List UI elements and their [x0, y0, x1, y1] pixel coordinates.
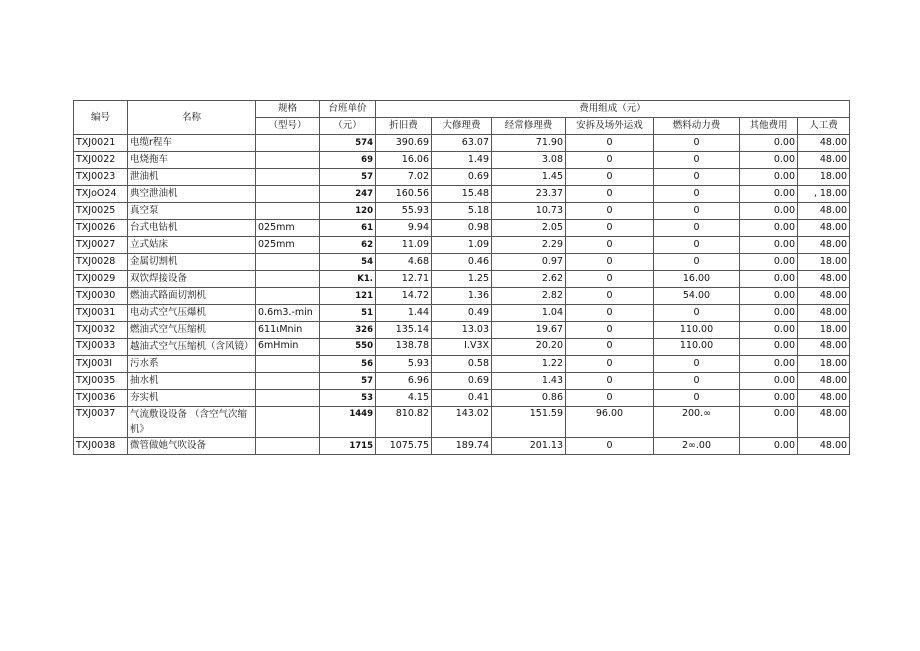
row-major-repair: 0.69 — [432, 373, 492, 390]
row-name: 电动式空气压爆机 — [128, 305, 256, 322]
row-code: TXJ0038 — [74, 438, 128, 455]
row-fuel: 0 — [654, 135, 740, 152]
table-row — [74, 322, 850, 339]
row-other: 0.00 — [740, 305, 798, 322]
header-name: 名称 — [128, 101, 256, 135]
row-name: 气流敷设设备 （含空气次缩机》 — [128, 407, 256, 438]
row-labor: 48.00 — [798, 305, 850, 322]
row-code: TXJ0026 — [74, 220, 128, 237]
row-spec — [256, 288, 320, 305]
row-code: TXJ0036 — [74, 390, 128, 407]
row-major-repair: 189.74 — [432, 438, 492, 455]
row-labor: 48.00 — [798, 220, 850, 237]
row-price: 62 — [320, 237, 376, 254]
row-name: 越油式空气压缩机（含风镜） — [128, 339, 256, 356]
row-install: 0 — [566, 237, 654, 254]
row-major-repair: 13.03 — [432, 322, 492, 339]
row-major-repair: 0.69 — [432, 169, 492, 186]
row-regular-repair: 3.08 — [492, 152, 566, 169]
row-name: 污水系 — [128, 356, 256, 373]
row-name: 夯实机 — [128, 390, 256, 407]
row-spec — [256, 254, 320, 271]
row-depreciation: 55.93 — [376, 203, 432, 220]
row-depreciation: 6.96 — [376, 373, 432, 390]
row-spec — [256, 407, 320, 438]
row-other: 0.00 — [740, 271, 798, 288]
row-price: 1715 — [320, 438, 376, 455]
row-install: 0 — [566, 305, 654, 322]
row-fuel: 0 — [654, 254, 740, 271]
row-name: 电缆r程车 — [128, 135, 256, 152]
table-row — [74, 135, 850, 152]
header-composition: 费用组成（元） — [376, 101, 850, 118]
row-spec — [256, 135, 320, 152]
table-row — [74, 373, 850, 390]
row-fuel: 110.00 — [654, 339, 740, 356]
header-price-sub: （元） — [320, 118, 376, 135]
row-regular-repair: 23.37 — [492, 186, 566, 203]
row-labor: 48.00 — [798, 152, 850, 169]
header-col-major-repair: 大修理费 — [432, 118, 492, 135]
row-regular-repair: 71.90 — [492, 135, 566, 152]
row-code: TXJ0033 — [74, 339, 128, 356]
row-depreciation: 138.78 — [376, 339, 432, 356]
row-depreciation: 135.14 — [376, 322, 432, 339]
row-install: 0 — [566, 288, 654, 305]
row-fuel: 200.∞ — [654, 407, 740, 438]
row-labor: 18.00 — [798, 254, 850, 271]
row-major-repair: 0.49 — [432, 305, 492, 322]
row-fuel: 0 — [654, 169, 740, 186]
table-row — [74, 237, 850, 254]
row-other: 0.00 — [740, 254, 798, 271]
row-price: 57 — [320, 373, 376, 390]
row-name: 燃油式路面切割机 — [128, 288, 256, 305]
row-labor: 18.00 — [798, 169, 850, 186]
row-other: 0.00 — [740, 152, 798, 169]
row-spec: 025mm — [256, 237, 320, 254]
row-price: 550 — [320, 339, 376, 356]
row-major-repair: 63.07 — [432, 135, 492, 152]
row-name: 真空泵 — [128, 203, 256, 220]
row-regular-repair: 1.43 — [492, 373, 566, 390]
row-price: 53 — [320, 390, 376, 407]
table-row — [74, 305, 850, 322]
table-row — [74, 203, 850, 220]
row-regular-repair: 19.67 — [492, 322, 566, 339]
row-install: 0 — [566, 203, 654, 220]
row-spec — [256, 373, 320, 390]
row-depreciation: 1.44 — [376, 305, 432, 322]
row-fuel: 54.00 — [654, 288, 740, 305]
row-other: 0.00 — [740, 390, 798, 407]
row-price: K1. — [320, 271, 376, 288]
row-major-repair: I.V3X — [432, 339, 492, 356]
row-regular-repair: 1.04 — [492, 305, 566, 322]
row-spec: 0.6m3.-min — [256, 305, 320, 322]
row-price: 57 — [320, 169, 376, 186]
row-major-repair: 1.25 — [432, 271, 492, 288]
row-spec — [256, 186, 320, 203]
row-fuel: 0 — [654, 237, 740, 254]
row-spec — [256, 390, 320, 407]
row-other: 0.00 — [740, 288, 798, 305]
row-install: 0 — [566, 438, 654, 455]
row-fuel: 0 — [654, 203, 740, 220]
row-depreciation: 16.06 — [376, 152, 432, 169]
row-major-repair: 1.36 — [432, 288, 492, 305]
row-spec — [256, 169, 320, 186]
row-labor: 48.00 — [798, 438, 850, 455]
row-install: 0 — [566, 152, 654, 169]
table-row — [74, 407, 850, 438]
row-depreciation: 7.02 — [376, 169, 432, 186]
row-name: 台式电钻机 — [128, 220, 256, 237]
row-depreciation: 4.68 — [376, 254, 432, 271]
row-spec — [256, 356, 320, 373]
row-code: TXJ0025 — [74, 203, 128, 220]
row-fuel: 0 — [654, 373, 740, 390]
row-regular-repair: 20.20 — [492, 339, 566, 356]
row-name: 微管做她气吹设备 — [128, 438, 256, 455]
header-col-other: 其他费用 — [740, 118, 798, 135]
row-other: 0.00 — [740, 339, 798, 356]
row-other: 0.00 — [740, 220, 798, 237]
header-code: 编号 — [74, 101, 128, 135]
row-name: 双饮焊接设备 — [128, 271, 256, 288]
row-regular-repair: 201.13 — [492, 438, 566, 455]
row-depreciation: 4.15 — [376, 390, 432, 407]
row-major-repair: 0.41 — [432, 390, 492, 407]
row-regular-repair: 2.82 — [492, 288, 566, 305]
table-row — [74, 271, 850, 288]
row-spec — [256, 152, 320, 169]
header-row-1 — [74, 101, 850, 118]
row-name: 金属切割机 — [128, 254, 256, 271]
row-regular-repair: 2.29 — [492, 237, 566, 254]
row-fuel: 0 — [654, 305, 740, 322]
row-labor: 48.00 — [798, 339, 850, 356]
row-spec — [256, 271, 320, 288]
row-code: TXJoO24 — [74, 186, 128, 203]
row-major-repair: 15.48 — [432, 186, 492, 203]
header-spec: 规格 — [256, 101, 320, 118]
row-regular-repair: 0.97 — [492, 254, 566, 271]
header-spec-sub: （型号） — [256, 118, 320, 135]
row-fuel: 2∞.00 — [654, 438, 740, 455]
row-labor: 48.00 — [798, 271, 850, 288]
row-code: TXJ003I — [74, 356, 128, 373]
row-fuel: 0 — [654, 152, 740, 169]
row-spec — [256, 438, 320, 455]
header-col-labor: 人工费 — [798, 118, 850, 135]
row-fuel: 0 — [654, 390, 740, 407]
row-other: 0.00 — [740, 356, 798, 373]
row-price: 54 — [320, 254, 376, 271]
row-labor: 48.00 — [798, 135, 850, 152]
row-depreciation: 5.93 — [376, 356, 432, 373]
row-install: 0 — [566, 254, 654, 271]
equipment-cost-table — [73, 100, 850, 455]
row-depreciation: 390.69 — [376, 135, 432, 152]
row-name: 电烧拖车 — [128, 152, 256, 169]
row-spec: 611ιMnin — [256, 322, 320, 339]
row-other: 0.00 — [740, 169, 798, 186]
row-price: 326 — [320, 322, 376, 339]
row-install: 96.00 — [566, 407, 654, 438]
table-row — [74, 169, 850, 186]
row-name: 抽水机 — [128, 373, 256, 390]
table-row — [74, 220, 850, 237]
row-code: TXJ0035 — [74, 373, 128, 390]
row-depreciation: 11.09 — [376, 237, 432, 254]
row-install: 0 — [566, 356, 654, 373]
row-code: TXJ0030 — [74, 288, 128, 305]
row-regular-repair: 151.59 — [492, 407, 566, 438]
row-install: 0 — [566, 186, 654, 203]
row-price: 247 — [320, 186, 376, 203]
row-price: 69 — [320, 152, 376, 169]
row-price: 56 — [320, 356, 376, 373]
row-depreciation: 12.71 — [376, 271, 432, 288]
row-spec: 6mHmin — [256, 339, 320, 356]
row-regular-repair: 0.86 — [492, 390, 566, 407]
row-code: TXJ0023 — [74, 169, 128, 186]
row-depreciation: 1075.75 — [376, 438, 432, 455]
row-labor: 18.00 — [798, 356, 850, 373]
row-regular-repair: 1.22 — [492, 356, 566, 373]
row-install: 0 — [566, 169, 654, 186]
row-labor: 48.00 — [798, 373, 850, 390]
row-other: 0.00 — [740, 407, 798, 438]
header-col-install: 安拆及场外运戏 — [566, 118, 654, 135]
row-price: 574 — [320, 135, 376, 152]
row-code: TXJ0027 — [74, 237, 128, 254]
row-other: 0.00 — [740, 135, 798, 152]
row-depreciation: 9.94 — [376, 220, 432, 237]
row-regular-repair: 2.62 — [492, 271, 566, 288]
row-name: 燃油式空气压缩机 — [128, 322, 256, 339]
table-row — [74, 152, 850, 169]
row-fuel: 110.00 — [654, 322, 740, 339]
row-price: 1449 — [320, 407, 376, 438]
table-row — [74, 438, 850, 455]
row-other: 0.00 — [740, 203, 798, 220]
row-name: 典空泄油机 — [128, 186, 256, 203]
row-other: 0.00 — [740, 322, 798, 339]
row-fuel: 16.00 — [654, 271, 740, 288]
row-labor: 48.00 — [798, 203, 850, 220]
row-regular-repair: 2.05 — [492, 220, 566, 237]
row-price: 51 — [320, 305, 376, 322]
row-labor: 48.00 — [798, 288, 850, 305]
table-row — [74, 390, 850, 407]
row-code: TXJ0021 — [74, 135, 128, 152]
table-row — [74, 288, 850, 305]
table-row — [74, 356, 850, 373]
row-price: 121 — [320, 288, 376, 305]
header-col-fuel: 燃料动力费 — [654, 118, 740, 135]
row-depreciation: 14.72 — [376, 288, 432, 305]
row-spec — [256, 203, 320, 220]
row-major-repair: 1.49 — [432, 152, 492, 169]
row-labor: 18.00 — [798, 322, 850, 339]
row-name: 立式姑床 — [128, 237, 256, 254]
row-code: TXJ0032 — [74, 322, 128, 339]
table-row — [74, 339, 850, 356]
row-install: 0 — [566, 339, 654, 356]
row-labor: 48.00 — [798, 407, 850, 438]
row-major-repair: 1.09 — [432, 237, 492, 254]
row-depreciation: 160.56 — [376, 186, 432, 203]
row-spec: 025mm — [256, 220, 320, 237]
row-major-repair: 0.58 — [432, 356, 492, 373]
row-labor: 48.00 — [798, 390, 850, 407]
row-fuel: 0 — [654, 356, 740, 373]
row-code: TXJ0029 — [74, 271, 128, 288]
row-major-repair: 5.18 — [432, 203, 492, 220]
row-install: 0 — [566, 271, 654, 288]
row-install: 0 — [566, 135, 654, 152]
row-install: 0 — [566, 322, 654, 339]
row-price: 61 — [320, 220, 376, 237]
row-code: TXJ0022 — [74, 152, 128, 169]
row-name: 泄油机 — [128, 169, 256, 186]
row-price: 120 — [320, 203, 376, 220]
row-install: 0 — [566, 390, 654, 407]
row-labor: 48.00 — [798, 237, 850, 254]
header-col-regular-repair: 经常修理费 — [492, 118, 566, 135]
header-price: 台班单价 — [320, 101, 376, 118]
row-fuel: 0 — [654, 186, 740, 203]
table-row — [74, 254, 850, 271]
row-other: 0.00 — [740, 237, 798, 254]
row-other: 0.00 — [740, 373, 798, 390]
table-row — [74, 186, 850, 203]
row-code: TXJ0031 — [74, 305, 128, 322]
row-regular-repair: 1.45 — [492, 169, 566, 186]
row-other: 0.00 — [740, 186, 798, 203]
row-major-repair: 0.98 — [432, 220, 492, 237]
row-code: TXJ0028 — [74, 254, 128, 271]
row-install: 0 — [566, 220, 654, 237]
row-code: TXJ0037 — [74, 407, 128, 438]
row-fuel: 0 — [654, 220, 740, 237]
row-major-repair: 143.02 — [432, 407, 492, 438]
row-major-repair: 0.46 — [432, 254, 492, 271]
row-other: 0.00 — [740, 438, 798, 455]
row-install: 0 — [566, 373, 654, 390]
header-col-depreciation: 折旧费 — [376, 118, 432, 135]
row-depreciation: 810.82 — [376, 407, 432, 438]
row-labor: , 18.00 — [798, 186, 850, 203]
row-regular-repair: 10.73 — [492, 203, 566, 220]
